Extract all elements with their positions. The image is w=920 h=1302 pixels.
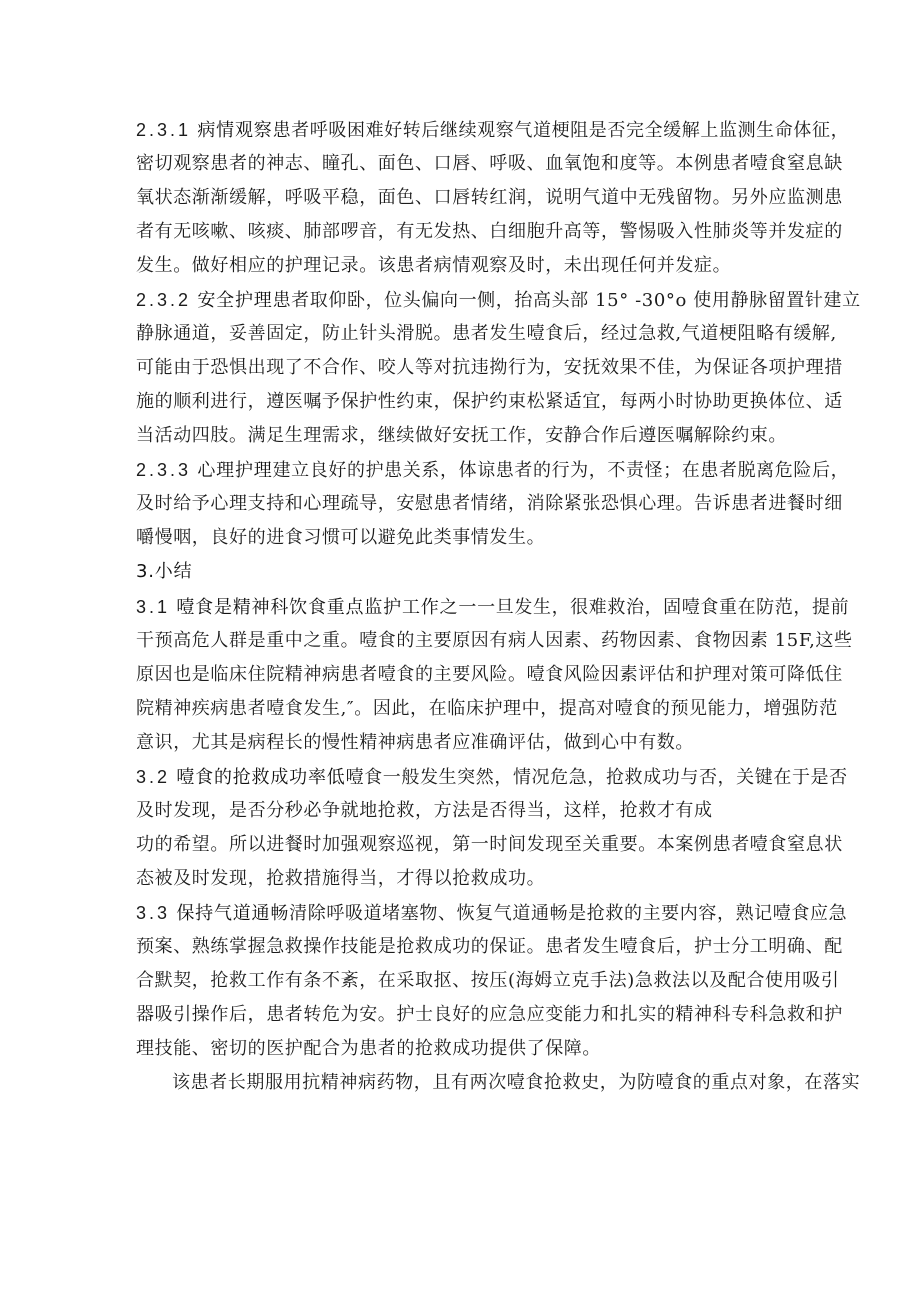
section-number: 2.3.1 bbox=[136, 120, 192, 140]
text-line: 意识，尤其是病程长的慢性精神病患者应准确评估，做到心中有数。 bbox=[136, 732, 694, 753]
text-line: 嚼慢咽，良好的进食习惯可以避免此类事情发生。 bbox=[136, 527, 546, 548]
text-line: 院精神疾病患者噎食发生,″。因此，在临床护理中，提高对噎食的预见能力，增强防范 bbox=[136, 698, 838, 719]
text-line: 者有无咳嗽、咳痰、肺部啰音，有无发热、白细胞升高等，警惕吸入性肺炎等并发症的 bbox=[136, 221, 843, 242]
section-number: 2.3.2 bbox=[136, 290, 192, 310]
text-line: 及时给予心理支持和心理疏导，安慰患者情绪，消除紧张恐惧心理。告诉患者进餐时细 bbox=[136, 493, 843, 514]
text-line: 可能由于恐惧出现了不合作、咬人等对抗违拗行为，安抚效果不佳，为保证各项护理措 bbox=[136, 357, 843, 378]
section-number: 3.1 bbox=[136, 597, 171, 617]
text-line: 预案、熟练掌握急救操作技能是抢救成功的保证。患者发生噎食后，护士分工明确、配 bbox=[136, 936, 843, 957]
paragraph-indented-line: 该患者长期服用抗精神病药物，且有两次噎食抢救史，为防噎食的重点对象，在落实 bbox=[172, 1072, 861, 1093]
section-heading: 安全护理 bbox=[197, 290, 273, 311]
body-text: 患者呼吸困难好转后继续观察气道梗阻是否完全缓解上监测生命体征， bbox=[272, 120, 850, 141]
section-number: 3.3 bbox=[136, 903, 171, 923]
text-line: 合默契，抢救工作有条不紊，在采取抠、按压(海姆立克手法)急救法以及配合使用吸引 bbox=[136, 970, 840, 991]
section-number: 2.3.3 bbox=[136, 460, 192, 480]
body-text: 一旦发生，很难救治，固噎食重在防范，提前 bbox=[477, 597, 850, 618]
text-line: 理技能、密切的医护配合为患者的抢救成功提供了保障。 bbox=[136, 1038, 601, 1059]
text-line: 干预高危人群是重中之重。噎食的主要原因有病人因素、药物因素、食物因素 15F,这些 bbox=[136, 630, 853, 651]
text-line: 氧状态渐渐缓解，呼吸平稳，面色、口唇转红润，说明气道中无残留物。另外应监测患 bbox=[136, 187, 843, 208]
text-line: 静脉通道，妥善固定，防止针头滑脱。患者发生噎食后，经过急救,气道梗阻略有缓解, bbox=[136, 323, 837, 344]
section-heading: 噎食是精神科饮食重点监护工作之一 bbox=[176, 597, 478, 618]
text-line: 功的希望。所以进餐时加强观察巡视，第一时间发现至关重要。本案例患者噎食窒息状 bbox=[136, 834, 843, 855]
text-line bbox=[136, 766, 848, 789]
body-text: 清除呼吸道堵塞物、恢复气道通畅是抢救的主要内容，熟记噎食应急 bbox=[289, 903, 848, 924]
text-line bbox=[136, 119, 850, 142]
body-text: 建立良好的护患关系，体谅患者的行为，不责怪；在患者脱离危险后， bbox=[272, 460, 850, 481]
text-line: 密切观察患者的神志、瞳孔、面色、口唇、呼吸、血氧饱和度等。本例患者噎食窒息缺 bbox=[136, 153, 843, 174]
text-line bbox=[136, 459, 850, 482]
text-line: 施的顺利进行，遵医嘱予保护性约束，保护约束松紧适宜，每两小时协助更换体位、适 bbox=[136, 391, 843, 412]
text-line bbox=[136, 289, 861, 312]
text-line: 及时发现，是否分秒必争就地抢救，方法是否得当，这样，抢救才有成 bbox=[136, 800, 713, 821]
text-line: 当活动四肢。满足生理需求，继续做好安抚工作，安静合作后遵医嘱解除约束。 bbox=[136, 425, 787, 446]
section-heading: 噎食的抢救成功率低 bbox=[176, 767, 346, 788]
body-text: 患者取仰卧，位头偏向一侧，抬高头部 15° -30°o 使用静脉留置针建立 bbox=[272, 290, 861, 311]
section-heading: 3.小结 bbox=[136, 561, 193, 582]
text-line bbox=[136, 596, 850, 619]
section-heading: 心理护理 bbox=[197, 460, 273, 481]
section-number: 3.2 bbox=[136, 767, 171, 787]
section-heading: 保持气道通畅 bbox=[176, 903, 290, 924]
text-line: 原因也是临床住院精神病患者噎食的主要风险。噎食风险因素评估和护理对策可降低住 bbox=[136, 664, 843, 685]
text-line: 态被及时发现，抢救措施得当，才得以抢救成功。 bbox=[136, 868, 546, 889]
body-text: 噎食一般发生突然，情况危急，抢救成功与否，关键在于是否 bbox=[345, 767, 848, 788]
text-line: 发生。做好相应的护理记录。该患者病情观察及时，未出现任何并发症。 bbox=[136, 255, 732, 276]
text-line: 器吸引操作后，患者转危为安。护士良好的应急应变能力和扎实的精神科专科急救和护 bbox=[136, 1004, 843, 1025]
section-heading: 病情观察 bbox=[197, 120, 273, 141]
text-line bbox=[136, 902, 848, 925]
